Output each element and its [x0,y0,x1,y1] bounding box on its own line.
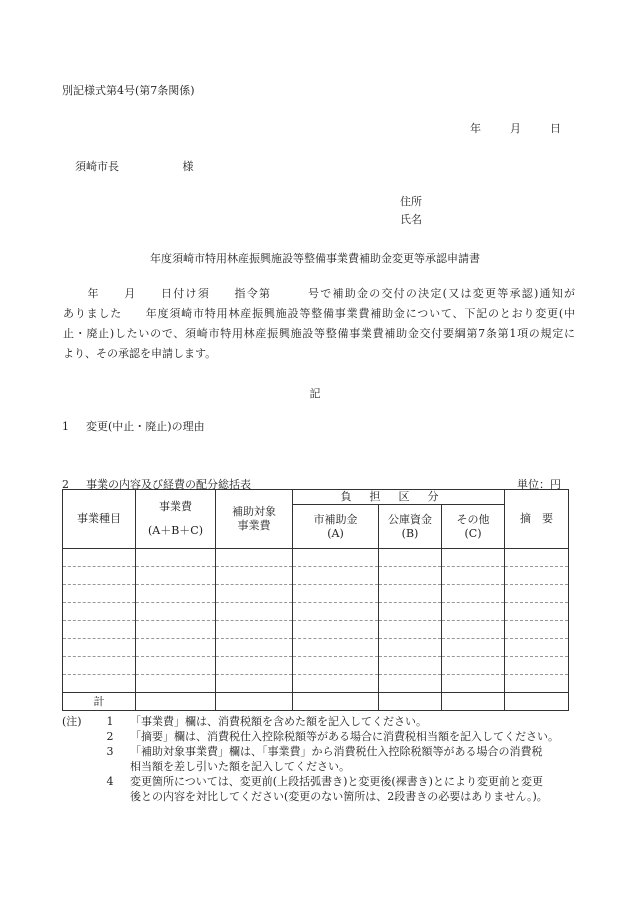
table-row [63,639,569,657]
addressee [75,158,194,174]
notes [62,714,572,804]
section-1-heading [62,418,205,434]
applicant-block [400,193,422,229]
header-project-cost-formula: (A＋B＋C) [147,524,204,537]
section-2-label: 事業の内容及び経費の配分総括表 [86,478,251,491]
header-eligible-cost [216,490,293,549]
table-row [63,621,569,639]
form-label: 別記様式第4号(第7条関係) [62,84,195,97]
paragraph-line: ありました 年度須崎市特用林産振興施設等整備事業費補助金について、下記のとおり変更(中 [63,307,575,320]
note-item [62,744,572,774]
header-city-subsidy-code: (A) [327,526,344,540]
note-text: 相当額を差し引いた額を記入してください。 [130,760,350,773]
header-other-code: (C) [464,526,482,540]
paragraph-line: 年 月 日付け須 指令第 号で補助金の交付の決定(又は変更等承認)通知が [63,287,575,300]
total-row [63,693,569,711]
header-remarks: 摘 要 [505,490,569,549]
header-eligible-line2: 事業費 [237,519,271,532]
note-number: 1 [106,715,114,728]
note-item [62,714,572,729]
header-project-type: 事業種目 [63,490,136,549]
note-text: 「摘要」欄は、消費税仕入控除税額等がある場合に消費税相当額を記入してください。 [130,730,559,743]
section-1-label: 変更(中止・廃止)の理由 [86,420,205,433]
section-2-number: 2 [62,478,69,491]
note-number: 4 [106,775,114,788]
section-1-number: 1 [62,420,69,433]
table-row [63,603,569,621]
note-text: 「事業費」欄は、消費税額を含めた額を記入してください。 [130,715,427,728]
paragraph-line: より、その承認を申請します。 [63,347,217,360]
table-row [63,567,569,585]
date-day: 日 [550,122,561,135]
note-text: 変更箇所については、変更前(上段括弧書き)と変更後(裸書き)とにより変更前と変更 [130,775,543,788]
addressee-name: 須崎市長 [75,160,119,173]
notes-prefix: (注) [62,715,82,728]
address-label: 住所 [400,195,422,208]
table-row [63,585,569,603]
ki-heading: 記 [309,387,321,400]
note-text: 後との内容を対比してください(変更のない箇所は、2段書きの必要はありません。)。 [130,790,548,803]
name-label: 氏名 [400,213,422,226]
document-title: 年度須崎市特用林産振興施設等整備事業費補助金変更等承認申請書 [150,252,480,265]
paragraph-line: 止・廃止)したいので、須崎市特用林産振興施設等整備事業費補助金交付要綱第7条第1項の規定に [63,327,575,340]
table-row [63,675,569,693]
header-project-cost [136,490,216,549]
date-line [470,120,561,136]
total-label: 計 [63,693,136,711]
request-paragraph [63,284,575,364]
note-text: 「補助対象事業費」欄は、「事業費」から消費税仕入控除税額等がある場合の消費税 [130,745,543,758]
header-public-fund-label: 公庫資金 [388,512,432,526]
table-row [63,657,569,675]
header-other [442,505,505,549]
header-city-subsidy-label: 市補助金 [313,512,358,526]
table-row [63,549,569,567]
date-year: 年 [470,122,481,135]
header-eligible-line1: 補助対象 [232,505,276,518]
header-public-fund-code: (B) [401,526,419,540]
header-city-subsidy [293,505,379,549]
header-other-label: その他 [456,512,490,526]
cost-allocation-table [62,489,569,711]
date-month: 月 [510,122,521,135]
note-number: 3 [106,745,114,758]
header-project-cost-title: 事業費 [159,500,192,513]
unit-label: 単位：円 [517,478,561,491]
note-item [62,774,572,804]
header-burden-division: 負担区分 [293,490,505,505]
addressee-honorific: 様 [182,160,194,173]
header-public-fund [379,505,442,549]
note-item [62,729,572,744]
note-number: 2 [106,730,114,743]
